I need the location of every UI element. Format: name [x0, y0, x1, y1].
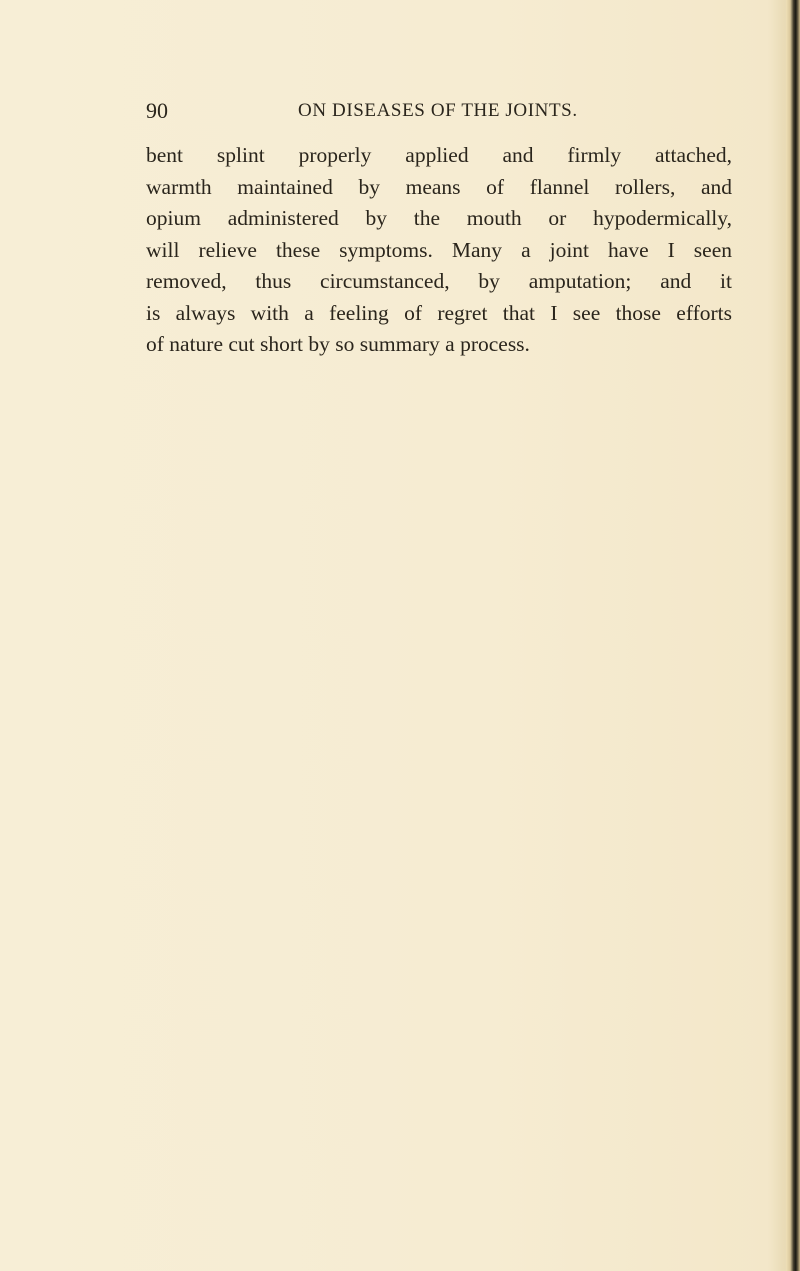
- text-line: warmth maintained by means of flannel rollers, and: [146, 174, 732, 199]
- page-edge: [786, 0, 800, 1271]
- text-line: of nature cut short by so summary a process.: [146, 332, 530, 356]
- text-line: is always with a feeling of regret that I see those efforts: [146, 300, 732, 325]
- running-head: ON DISEASES OF THE JOINTS.: [298, 100, 578, 121]
- text-line: bent splint properly applied and firmly attached,: [146, 143, 732, 167]
- text-line: removed, thus circumstanced, by amputation; and it: [146, 269, 732, 293]
- page-number: 90: [146, 98, 168, 123]
- page-header: [146, 98, 726, 128]
- text-line: opium administered by the mouth or hypodermically,: [146, 206, 732, 230]
- text-line: will relieve these symptoms. Many a joint have I seen: [146, 237, 732, 262]
- body-paragraph: [146, 140, 732, 361]
